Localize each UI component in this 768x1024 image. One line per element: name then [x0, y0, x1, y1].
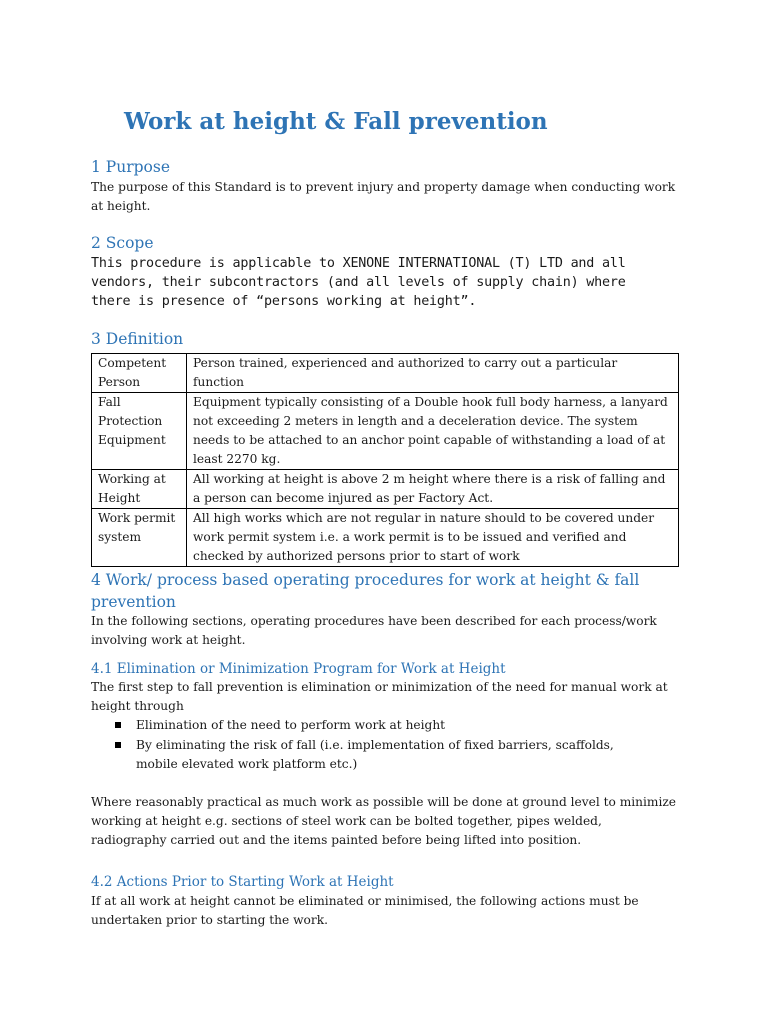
definition-term: Fall Protection Equipment — [92, 393, 187, 470]
actions-text: If at all work at height cannot be eliminated or minimised, the following actions must be undertaken prior to starting the work. — [91, 894, 639, 927]
definition-description: All working at height is above 2 m height where there is a risk of falling and a person can become injured as per Factory Act. — [187, 470, 679, 509]
definition-description: Person trained, experienced and authorized to carry out a particular function — [187, 354, 679, 393]
elimination-heading: 4.1 Elimination or Minimization Program for Work at Height — [91, 661, 506, 677]
bullet-text: Elimination of the need to perform work at height — [136, 718, 446, 732]
definition-term: Work permit system — [92, 509, 187, 567]
table-row — [92, 393, 679, 470]
elimination-intro: The first step to fall prevention is elimination or minimization of the need for manual work at height through — [91, 680, 668, 713]
definition-term: Competent Person — [92, 354, 187, 393]
definition-description: All high works which are not regular in nature should to be covered under work permit system i.e. a work permit is to be issued and verified and checked by authorized persons prior to start of work — [187, 509, 679, 567]
list-item — [91, 736, 651, 775]
definition-term: Working at Height — [92, 470, 187, 509]
procedures-text: In the following sections, operating procedures have been described for each process/work involving work at height. — [91, 614, 657, 647]
scope-text: This procedure is applicable to XENONE INTERNATIONAL (T) LTD and all vendors, their subcontractors (and all levels of supply chain) where there is presence of “persons working at height”. — [91, 256, 626, 309]
bullet-text: By eliminating the risk of fall (i.e. implementation of fixed barriers, scaffolds, mobile elevated work platform etc.) — [136, 737, 614, 771]
square-bullet-icon — [115, 742, 121, 748]
table-row — [92, 470, 679, 509]
scope-heading: 2 Scope — [91, 234, 154, 252]
actions-heading: 4.2 Actions Prior to Starting Work at Height — [91, 874, 394, 890]
elimination-bullet-list — [91, 716, 651, 775]
definition-table — [91, 353, 679, 567]
purpose-text: The purpose of this Standard is to prevent injury and property damage when conducting work at height. — [91, 180, 676, 213]
elimination-closing: Where reasonably practical as much work as possible will be done at ground level to minimize working at height e.g. sections of steel work can be bolted together, pipes welded, radiography carried out and the items painted before being lifted into position. — [91, 795, 676, 847]
table-row — [92, 354, 679, 393]
square-bullet-icon — [115, 722, 121, 728]
definition-description: Equipment typically consisting of a Double hook full body harness, a lanyard not exceeding 2 meters in length and a deceleration device. The system needs to be attached to an anchor point capable of withstanding a load of at least 2270 kg. — [187, 393, 679, 470]
document-title: Work at height & Fall prevention — [124, 108, 548, 135]
purpose-heading: 1 Purpose — [91, 158, 170, 176]
definition-heading: 3 Definition — [91, 330, 184, 348]
table-row — [92, 509, 679, 567]
list-item — [91, 716, 651, 736]
procedures-heading: 4 Work/ process based operating procedures for work at height & fall prevention — [91, 571, 640, 611]
